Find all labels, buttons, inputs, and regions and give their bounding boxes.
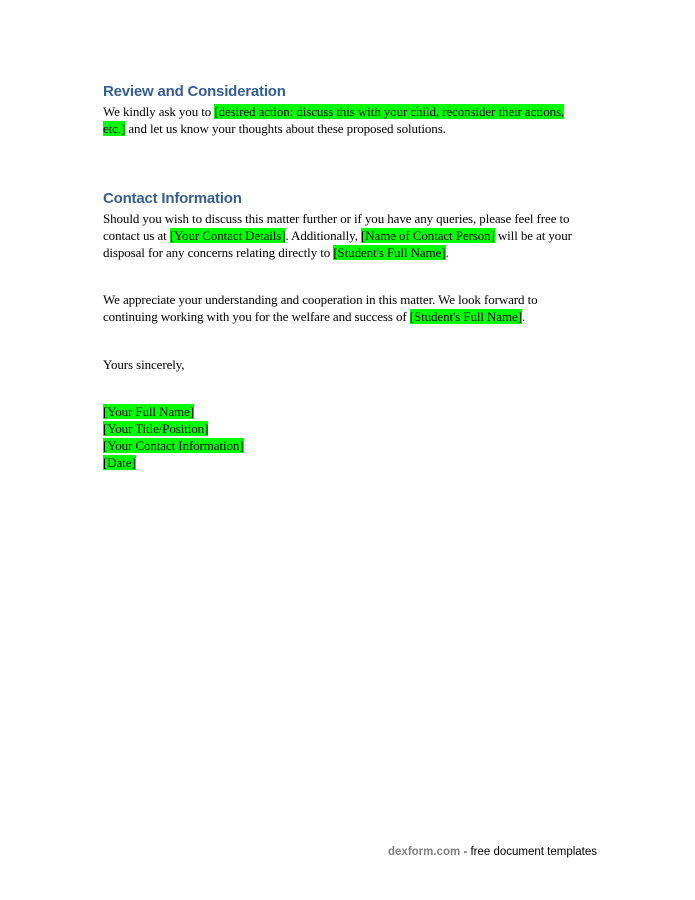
placeholder-desired-action-cont: etc.]: [103, 121, 126, 136]
signature-line: [103, 437, 593, 454]
signature-line: [103, 403, 593, 420]
text: will be at your: [494, 228, 572, 243]
paragraph-line: [103, 120, 593, 137]
placeholder-desired-action: [desired action: discuss this with your child, reconsider their actions,: [214, 104, 565, 119]
paragraph-line: [103, 103, 593, 120]
salutation: [103, 356, 593, 373]
heading-contact-information: Contact Information: [103, 190, 242, 207]
paragraph-closing: [103, 291, 593, 325]
paragraph-line: [103, 308, 593, 325]
text: continuing working with you for the welfare and success of: [103, 309, 410, 324]
footer-tagline: - free document templates: [460, 846, 598, 858]
placeholder-date: [Date]: [103, 455, 136, 470]
text: .: [521, 309, 526, 324]
paragraph-review: [103, 103, 593, 137]
footer-brand-link[interactable]: dexform.com: [388, 846, 461, 858]
paragraph-line: [103, 291, 593, 308]
placeholder-your-contact-details: [Your Contact Details]: [169, 228, 286, 243]
paragraph-line: [103, 244, 593, 261]
text: Should you wish to discuss this matter further or if you have any queries, please feel free to: [103, 211, 570, 226]
signature-line: [103, 420, 593, 437]
text: We kindly ask you to: [103, 104, 215, 119]
text: . Additionally,: [285, 228, 362, 243]
text: We appreciate your understanding and cooperation in this matter. We look forward to: [103, 292, 538, 307]
text: and let us know your thoughts about these proposed solutions.: [125, 121, 446, 136]
placeholder-your-title-position: [Your Title/Position]: [103, 421, 209, 436]
placeholder-your-contact-information: [Your Contact Information]: [103, 438, 244, 453]
paragraph-contact: [103, 210, 593, 261]
placeholder-student-full-name: [Student's Full Name]: [333, 245, 446, 260]
paragraph-line: [103, 210, 593, 227]
salutation-text: Yours sincerely,: [103, 357, 185, 372]
signature-block: [103, 403, 593, 471]
placeholder-your-full-name: [Your Full Name]: [103, 404, 194, 419]
placeholder-name-of-contact-person: [Name of Contact Person]: [361, 228, 495, 243]
text: contact us at: [103, 228, 170, 243]
text: .: [445, 245, 449, 260]
placeholder-student-full-name: [Student's Full Name]: [409, 309, 522, 324]
text: disposal for any concerns relating directly to: [103, 245, 334, 260]
signature-line: [103, 454, 593, 471]
footer: [388, 846, 597, 858]
paragraph-line: [103, 227, 593, 244]
heading-review-and-consideration: Review and Consideration: [103, 83, 286, 100]
